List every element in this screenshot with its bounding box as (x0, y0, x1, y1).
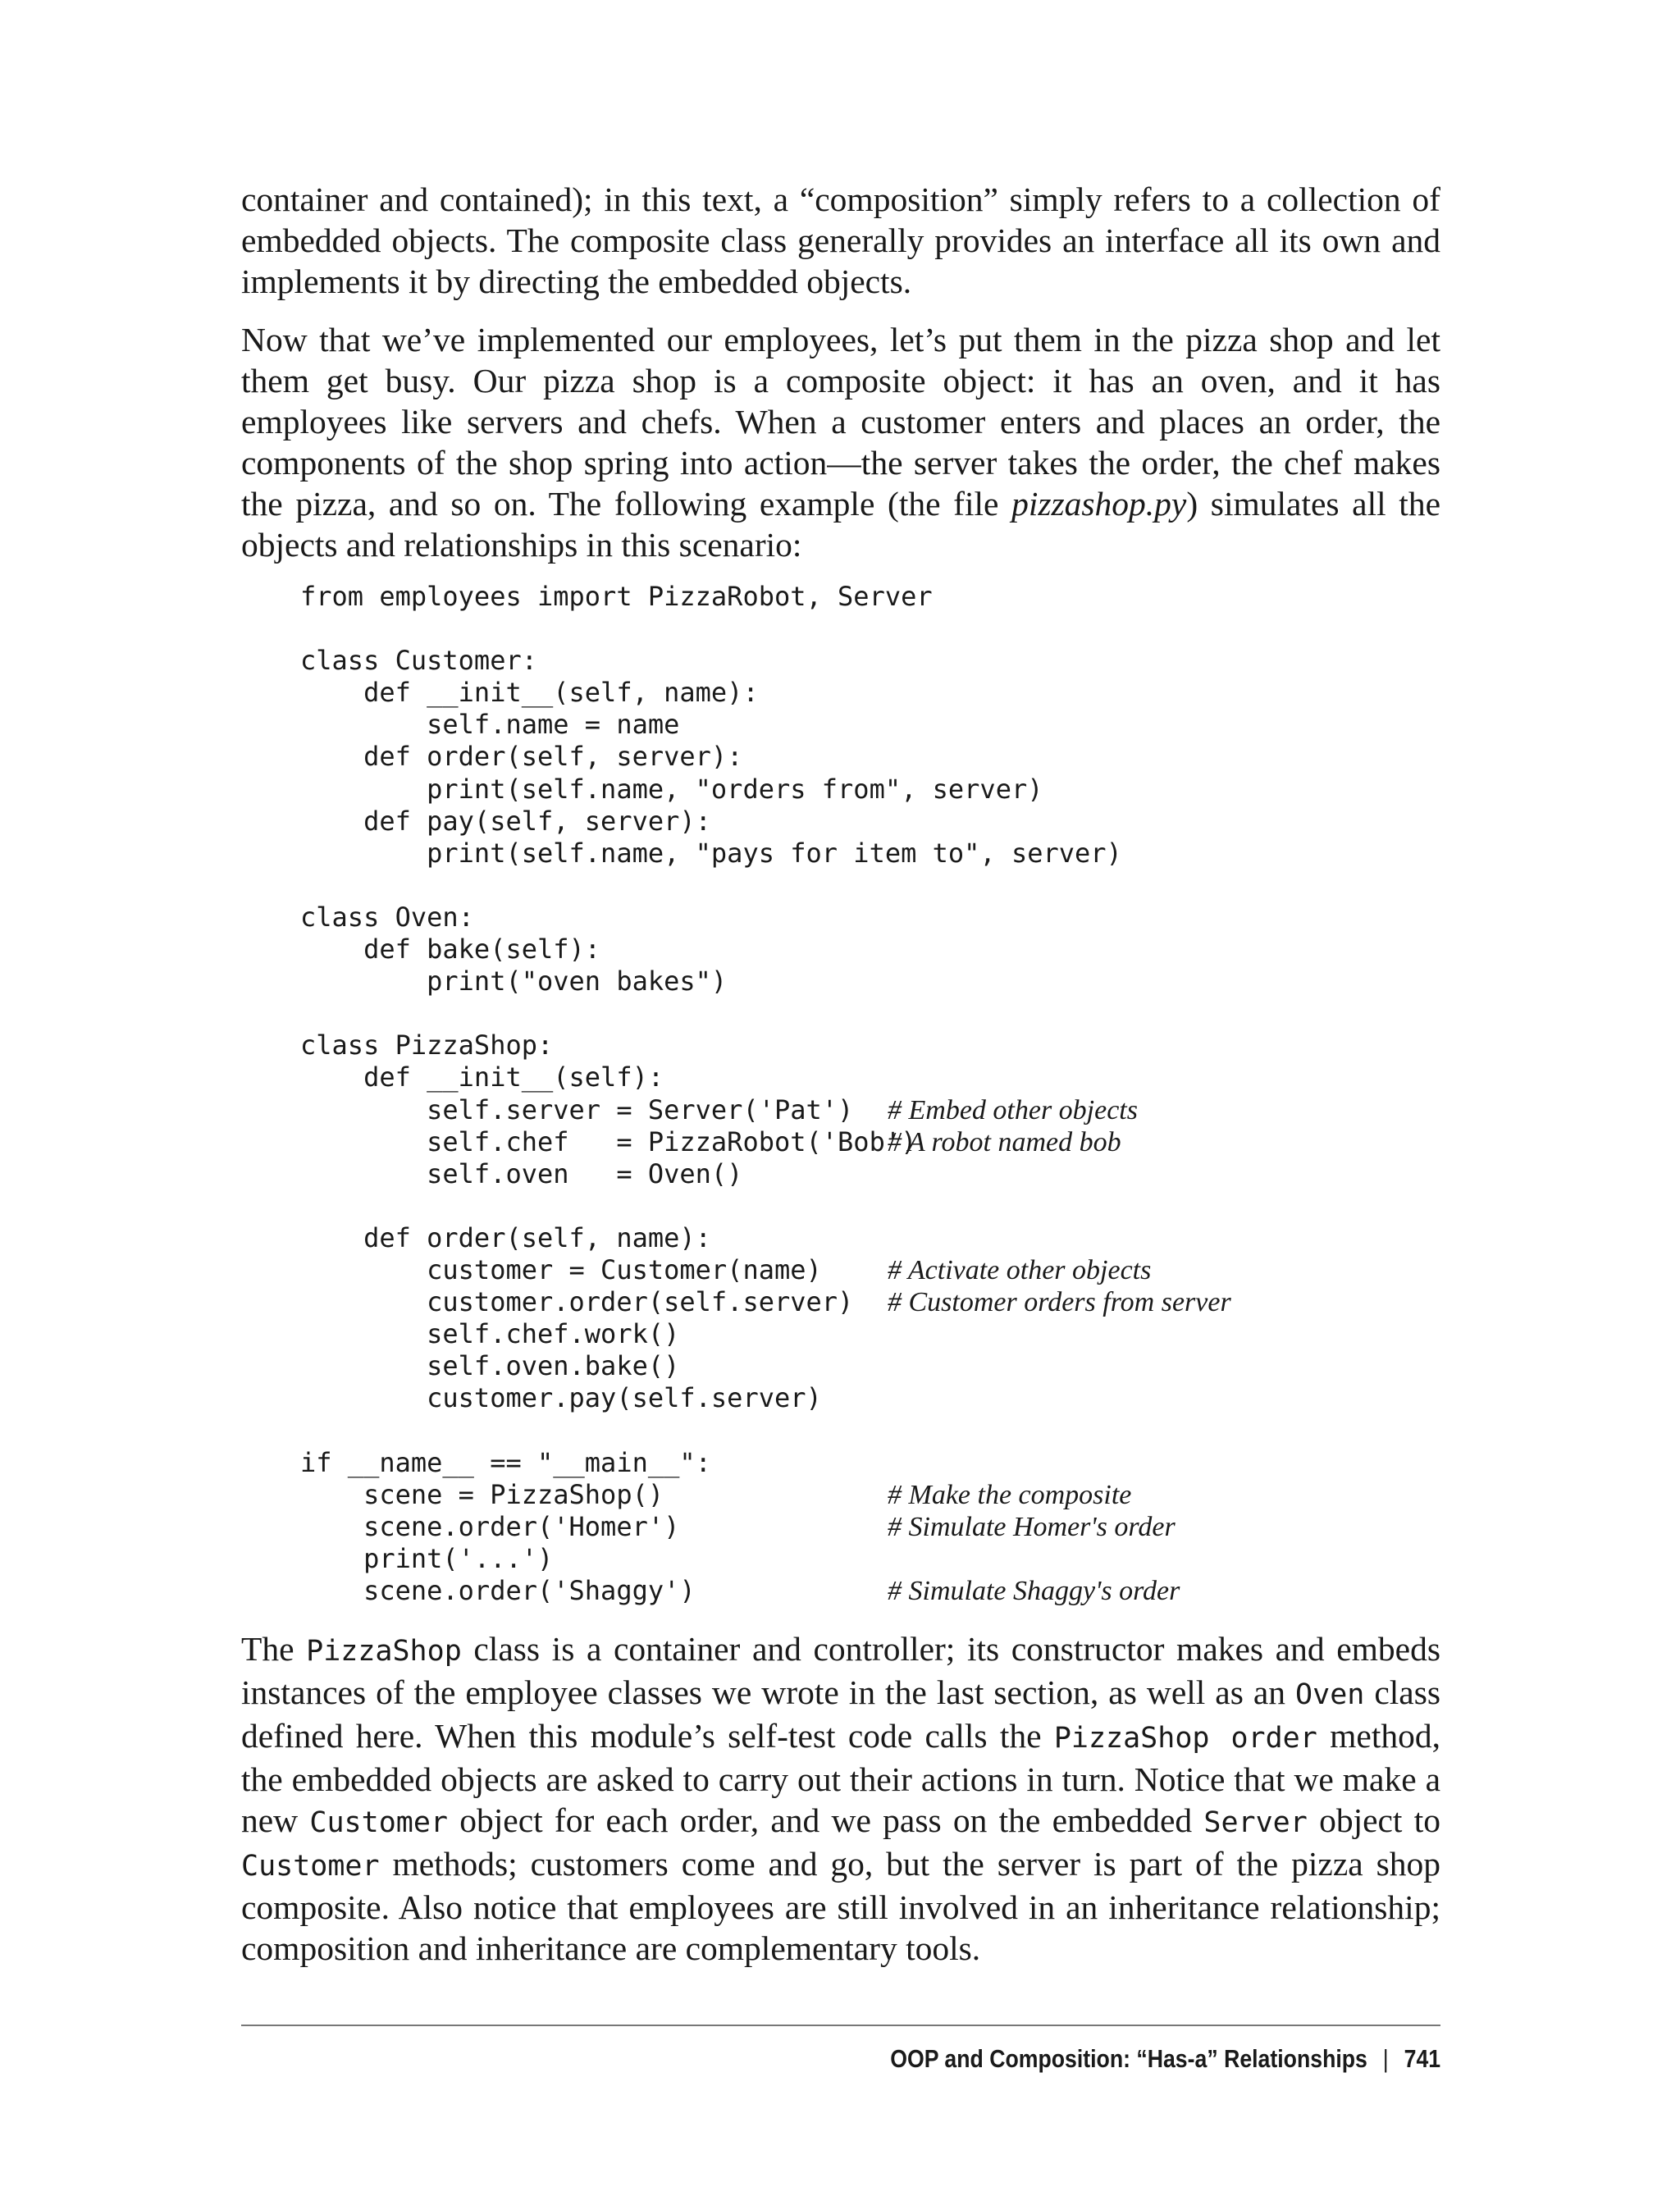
code-line (300, 870, 1122, 902)
code-text: def __init__(self): (300, 1061, 664, 1093)
code-line (300, 902, 1122, 934)
code-text: self.chef.work() (300, 1318, 680, 1350)
inline-code: PizzaShop order (1053, 1722, 1317, 1755)
inline-code: Oven (1295, 1678, 1365, 1711)
code-text: class Oven: (300, 901, 474, 933)
code-line (300, 1158, 1122, 1190)
code-line (300, 1029, 1122, 1061)
code-text: print(self.name, "pays for item to", server) (300, 837, 1122, 869)
code-comment: # A robot named bob (888, 1126, 1121, 1157)
inline-code: Customer (309, 1806, 448, 1839)
code-line (300, 1414, 1122, 1446)
code-line (300, 613, 1122, 645)
code-comment: # Embed other objects (888, 1094, 1138, 1125)
paragraph-text: object to (1307, 1801, 1441, 1839)
page-number: 741 (1404, 2044, 1440, 2073)
code-line (300, 838, 1122, 870)
code-comment: # Make the composite (888, 1479, 1132, 1510)
paragraph-text: class is a container and controller; its constructor makes and embeds instances of the employee classes we wrote in the last section, as well as an (241, 1630, 1440, 1711)
code-text: self.chef = PizzaRobot('Bob') (300, 1125, 917, 1157)
paragraph-text: methods; customers come and go, but the server is part of the pizza shop composite. Also notice that employees are still involved in an inheritance relationship; composition and inheritance are complementary tools. (241, 1845, 1440, 1967)
code-text: def pay(self, server): (300, 805, 711, 837)
code-line (300, 645, 1122, 677)
code-text: scene.order('Homer') (300, 1510, 680, 1542)
paragraph-text: ) simulates all the objects and relationships in this scenario: (241, 485, 1440, 564)
paragraph-composition-definition: container and contained); in this text, a “composition” simply refers to a collection of embedded objects. The composite class generally provides an interface all its own and implements it by directing the embedded objects. (241, 180, 1440, 300)
code-text: def bake(self): (300, 934, 601, 966)
code-text: customer = Customer(name) (300, 1253, 822, 1285)
code-line (300, 581, 1122, 613)
code-text: from employees import PizzaRobot, Server (300, 581, 933, 612)
code-line (300, 1126, 1122, 1158)
code-line (300, 1222, 1122, 1254)
page-footer (890, 2038, 1440, 2080)
code-line (300, 741, 1122, 773)
code-line (300, 677, 1122, 709)
code-comment: # Simulate Shaggy's order (888, 1575, 1180, 1606)
code-comment: # Activate other objects (888, 1254, 1152, 1285)
code-text: class PizzaShop: (300, 1029, 554, 1061)
code-text: customer.order(self.server) (300, 1286, 854, 1318)
code-text: customer.pay(self.server) (300, 1382, 822, 1414)
code-line (300, 1190, 1122, 1222)
code-line (300, 774, 1122, 806)
code-line (300, 1447, 1122, 1479)
code-line (300, 709, 1122, 741)
paragraph-text: The (241, 1630, 307, 1668)
code-line (300, 1093, 1138, 1126)
code-text: self.oven.bake() (300, 1350, 680, 1382)
filename: pizzashop.py (1011, 485, 1187, 523)
code-comment: # Customer orders from server (888, 1287, 1231, 1318)
footer-divider (241, 2025, 1440, 2026)
code-text: self.oven = Oven() (300, 1157, 743, 1189)
inline-code: Customer (241, 1850, 380, 1883)
code-text: class Customer: (300, 645, 537, 677)
code-line (300, 1061, 1122, 1093)
code-text: print("oven bakes") (300, 966, 728, 998)
code-line (300, 966, 1122, 998)
code-line (300, 1478, 1132, 1511)
code-listing-pizzashop (300, 581, 1231, 1607)
code-line (300, 1382, 1122, 1414)
inline-code: Server (1203, 1806, 1308, 1839)
code-text: def order(self, server): (300, 741, 743, 773)
footer-separator: | (1382, 2044, 1389, 2073)
code-line (300, 998, 1122, 1029)
code-text: self.name = name (300, 709, 680, 741)
paragraph-text: method, the embedded objects are asked to carry out their actions in turn. Notice that we make a new (241, 1717, 1440, 1839)
code-line (300, 1510, 1176, 1543)
paragraph-text: class defined here. When this module’s self-test code calls the (241, 1673, 1441, 1755)
code-text: print(self.name, "orders from", server) (300, 773, 1043, 805)
code-line (300, 1253, 1152, 1286)
code-text: def order(self, name): (300, 1221, 711, 1253)
running-footer-title: OOP and Composition: “Has-a” Relationships (890, 2044, 1367, 2073)
code-line (300, 1574, 1180, 1607)
code-comment: # Simulate Homer's order (888, 1511, 1176, 1542)
code-text: def __init__(self, name): (300, 677, 759, 709)
code-text: print('...') (300, 1542, 554, 1574)
code-line (300, 1350, 1122, 1382)
code-text: self.server = Server('Pat') (300, 1093, 854, 1125)
code-line (300, 934, 1122, 966)
paragraph-text: object for each order, and we pass on the embedded (447, 1801, 1204, 1839)
code-line (300, 1286, 1231, 1318)
code-line (300, 806, 1122, 838)
code-line (300, 1318, 1122, 1350)
code-line (300, 1543, 1122, 1575)
code-text: scene.order('Shaggy') (300, 1574, 696, 1606)
paragraph-text: Now that we’ve implemented our employees, let’s put them in the pizza shop and let them get busy. Our pizza shop is a composite object: it has an oven, and it has employees like servers and chefs. When a customer enters and places an order, the components of the shop spring into action—the server takes the order, the chef makes the pizza, and so on. The following example (the file (241, 321, 1440, 523)
code-text: if __name__ == "__main__": (300, 1446, 711, 1478)
paragraph-pizza-shop-intro (241, 319, 1440, 565)
paragraph-pizzashop-explanation (241, 1628, 1440, 1969)
code-text: scene = PizzaShop() (300, 1478, 664, 1510)
inline-code: PizzaShop (306, 1635, 462, 1668)
